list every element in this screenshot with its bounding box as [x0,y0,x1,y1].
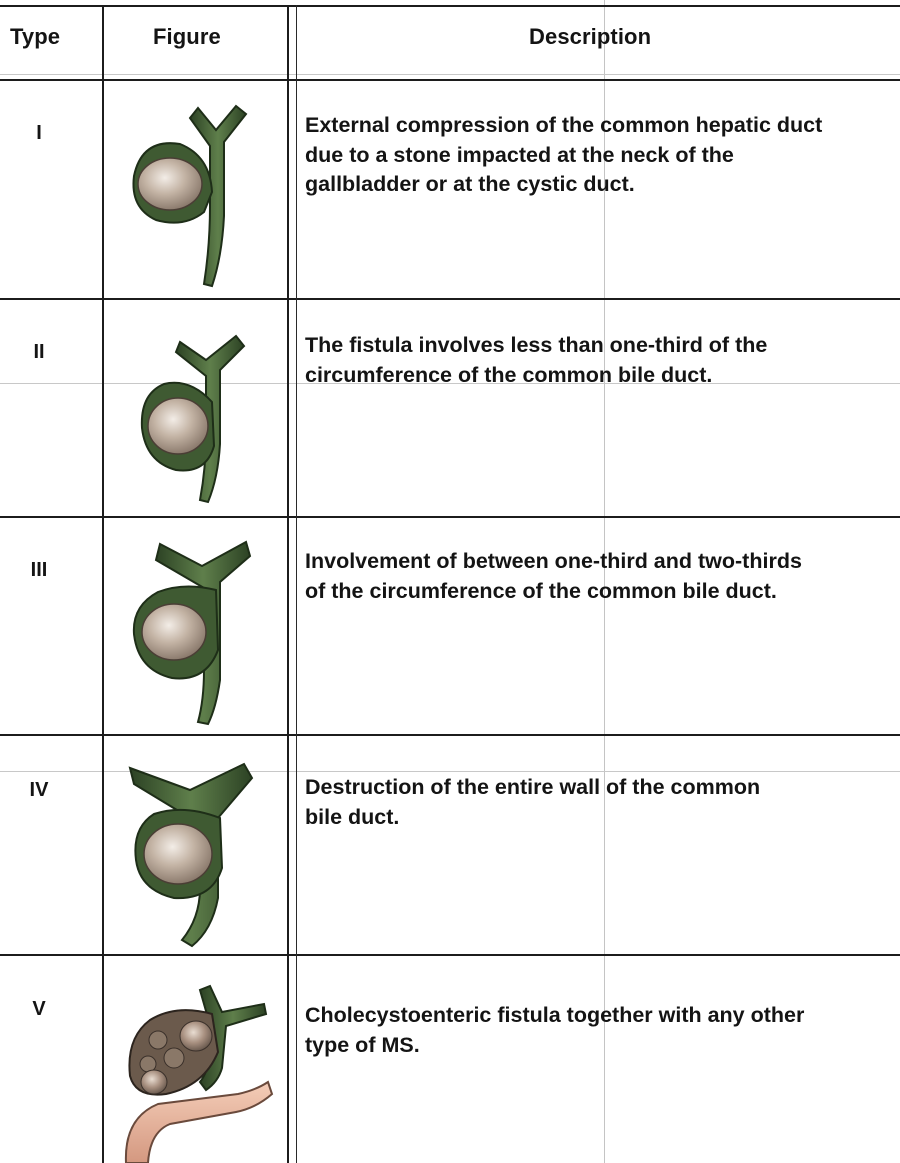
description-cell-1: External compression of the common hepatic duct due to a stone impacted at the neck of the gallbladder or at the cystic duct. [305,113,823,196]
gallbladder-duct-type-4-icon [120,748,280,948]
table-rule [0,5,900,7]
table-rule [0,79,900,81]
table-rule [0,516,900,518]
table-rule [0,298,900,300]
type-cell-5: V [32,998,46,1020]
cholecystoenteric-fistula-icon [118,978,278,1163]
gallbladder-duct-type-3-icon [120,530,280,728]
scan-guide-horizontal [0,74,900,75]
gallbladder-duct-type-2-icon [120,314,280,510]
column-divider [102,5,104,1163]
description-cell-3: Involvement of between one-third and two-thirds of the circumference of the common bile duct. [305,549,802,603]
column-divider [287,5,289,1163]
table-rule [0,734,900,736]
description-cell-4: Destruction of the entire wall of the common bile duct. [305,775,761,829]
header-description: Description [529,24,652,49]
type-cell-4: IV [29,779,49,801]
description-cell-2: The fistula involves less than one-third of the circumference of the common bile duct. [305,333,768,387]
type-cell-3: III [30,559,48,581]
gallbladder-duct-type-1-icon [120,96,280,292]
header-type: Type [10,24,61,49]
table-rule [0,954,900,956]
column-divider [296,5,297,1163]
type-cell-2: II [33,341,45,363]
header-figure: Figure [153,24,221,49]
type-cell-1: I [36,122,42,144]
description-cell-5: Cholecystoenteric fistula together with any other type of MS. [305,1003,805,1057]
